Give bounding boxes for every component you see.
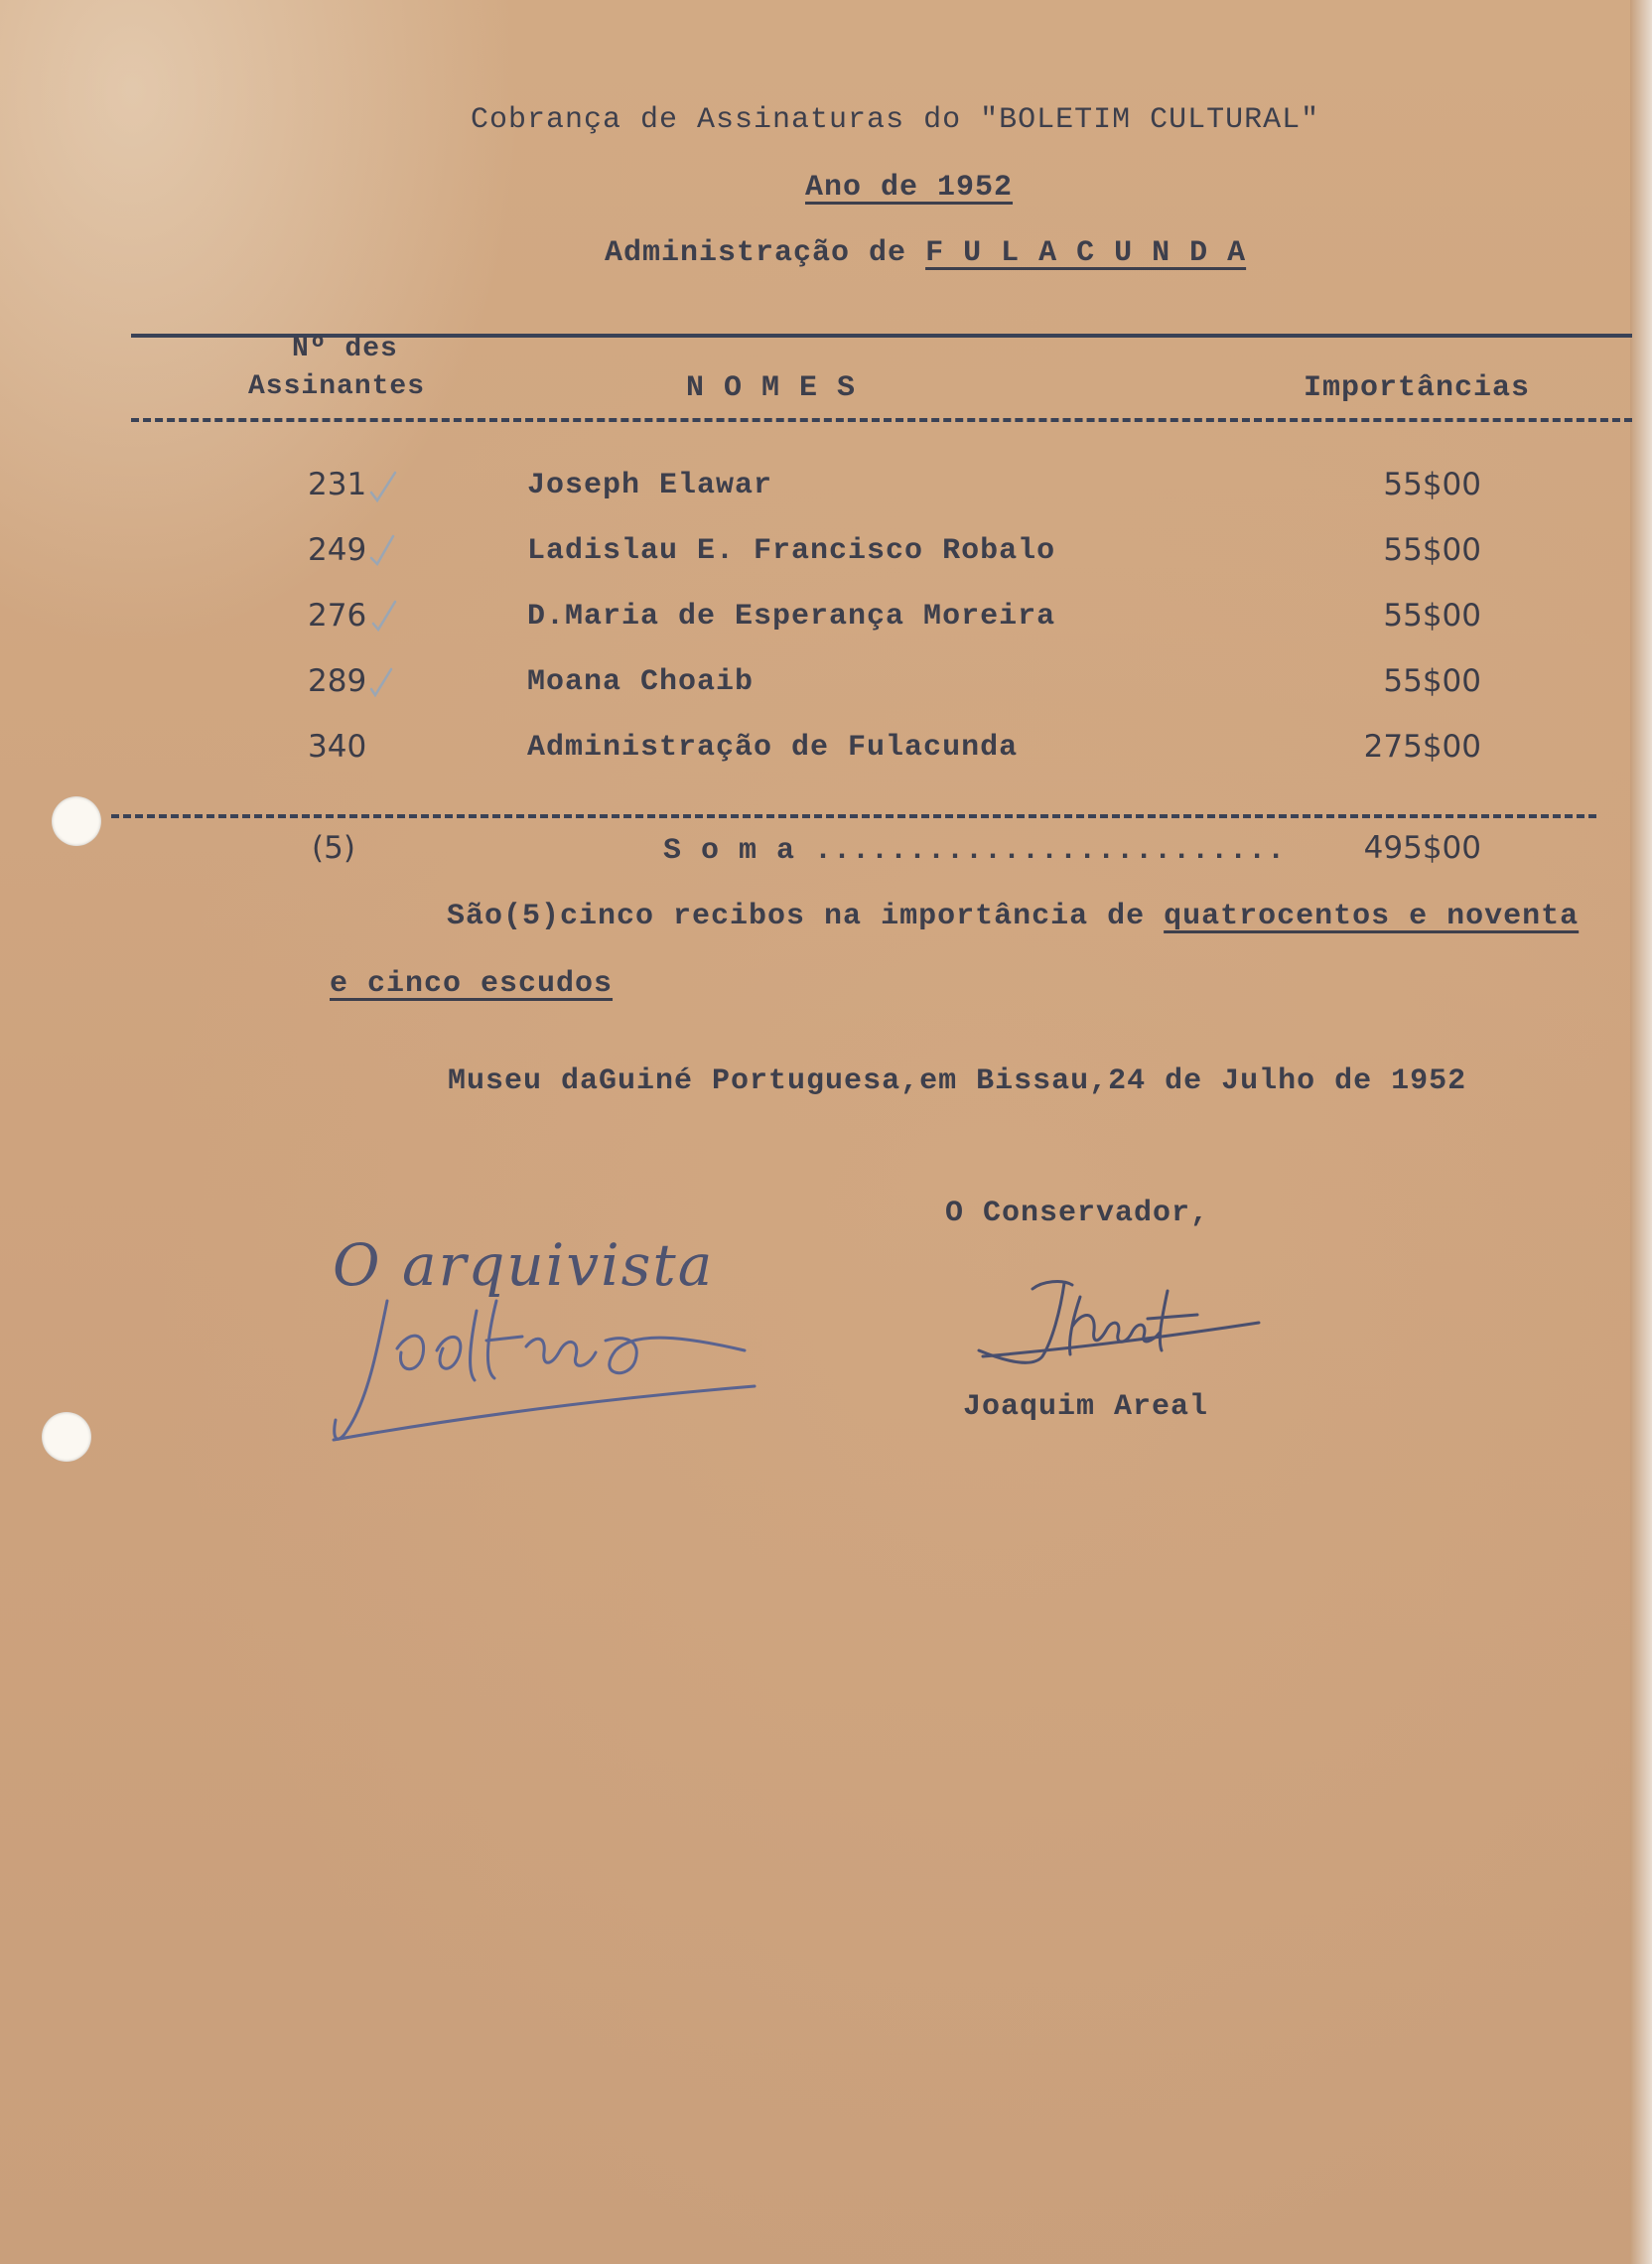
row-number: 231: [308, 467, 367, 502]
row-number: 340: [308, 729, 367, 765]
row-amount: 275$00: [1363, 729, 1481, 765]
total-rule: [111, 814, 1596, 818]
administration-name: F U L A C U N D A: [925, 236, 1247, 270]
administration-line: [605, 236, 1246, 270]
row-amount: 55$00: [1383, 663, 1481, 699]
document-title: Cobrança de Assinaturas do "BOLETIM CULTURAL": [471, 103, 1320, 137]
handwritten-note: O arquivista: [333, 1231, 715, 1299]
statement-line1: [447, 900, 1579, 933]
table-header-rule: [131, 418, 1632, 422]
document-year: Ano de 1952: [805, 171, 1014, 205]
row-number: 289: [308, 663, 367, 699]
col-number-line1: Nº des: [292, 334, 398, 364]
col-amounts-header: Importâncias: [1304, 371, 1531, 405]
punch-hole-bottom: [42, 1412, 91, 1462]
row-number: 276: [308, 598, 367, 634]
total-label: S o m a .........................: [663, 834, 1287, 868]
check-mark-icon: [371, 536, 393, 564]
row-name: Administração de Fulacunda: [527, 731, 1019, 765]
signature-role: O Conservador,: [945, 1197, 1210, 1230]
total-count: (5): [312, 830, 355, 866]
col-names-header: N O M E S: [686, 371, 857, 405]
row-amount: 55$00: [1383, 467, 1481, 502]
signature-drawing: [973, 1271, 1271, 1390]
statement-prefix: São(5)cinco recibos na importância de: [447, 900, 1165, 933]
row-name: D.Maria de Esperança Moreira: [527, 600, 1056, 634]
administration-prefix: Administração de: [605, 236, 907, 270]
check-mark-icon: [373, 602, 395, 630]
place-date: Museu daGuiné Portuguesa,em Bissau,24 de Julho de 1952: [448, 1064, 1467, 1098]
check-mark-icon: [371, 473, 395, 500]
col-number-line2: Assinantes: [248, 371, 426, 402]
row-amount: 55$00: [1383, 532, 1481, 568]
row-name: Moana Choaib: [527, 665, 755, 699]
check-mark-icon: [371, 669, 391, 695]
punch-hole-top: [52, 796, 101, 846]
total-amount: 495$00: [1363, 830, 1481, 866]
row-number: 249: [308, 532, 367, 568]
row-amount: 55$00: [1383, 598, 1481, 634]
paper-edge: [1630, 0, 1652, 2264]
row-name: Joseph Elawar: [527, 469, 773, 502]
row-name: Ladislau E. Francisco Robalo: [527, 534, 1056, 568]
statement-amount-words: quatrocentos e noventa: [1164, 900, 1580, 933]
signature-name: Joaquim Areal: [963, 1390, 1209, 1424]
archivist-signature: [328, 1271, 764, 1470]
statement-line2: e cinco escudos: [330, 967, 614, 1001]
check-marks: [365, 465, 405, 723]
